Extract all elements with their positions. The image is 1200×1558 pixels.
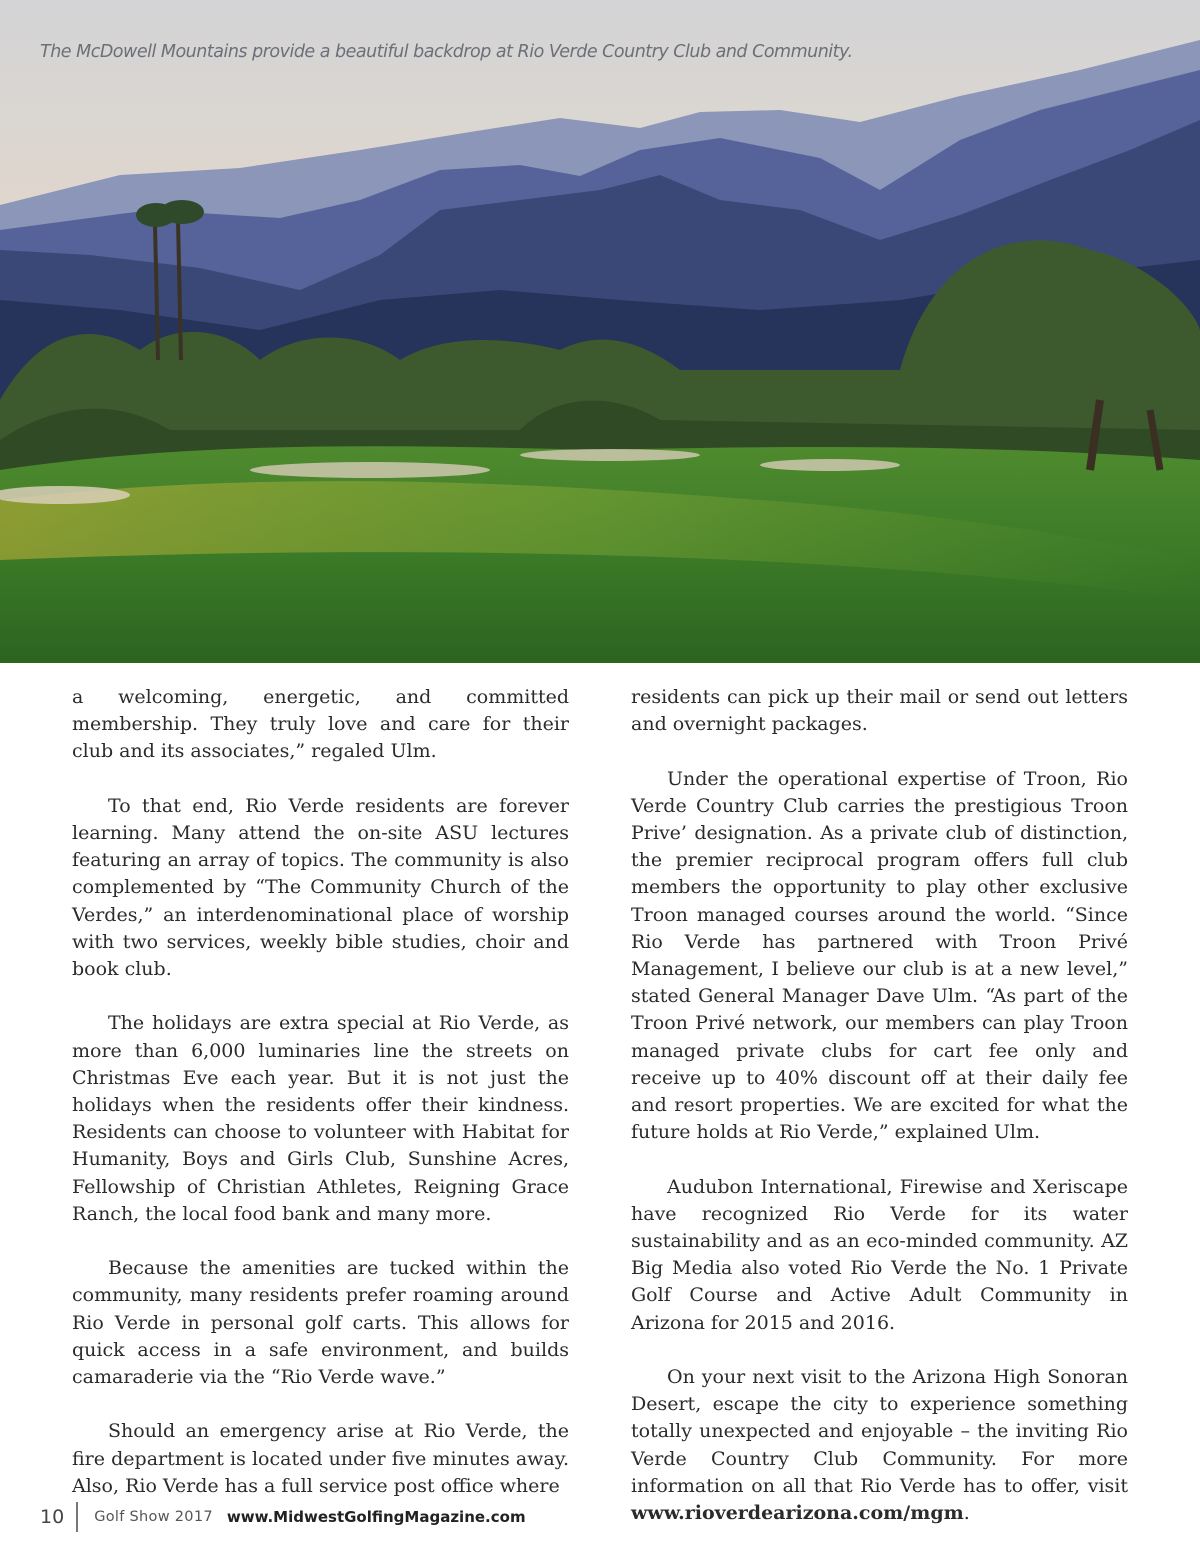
paragraph: Because the amenities are tucked within the community, many residents prefer roaming around Rio Verde in personal golf carts. This allows for quick access in a safe environment, and builds camaraderie via the “Rio Verde wave.” (72, 1257, 569, 1389)
page-footer (40, 1500, 526, 1534)
paragraph: Audubon International, Firewise and Xeriscape have recognized Rio Verde for its water sustainability and as an eco-minded community. AZ Big Media also voted Rio Verde the No. 1 Private Golf Course and Active Adult Community in Arizona for 2015 and 2016. (631, 1175, 1128, 1334)
paragraph-closing (631, 1364, 1128, 1527)
paragraph-end: . (963, 1502, 970, 1525)
left-column (72, 684, 569, 1500)
paragraph: The holidays are extra special at Rio Verde, as more than 6,000 luminaries line the streets on Christmas Eve each year. But it is not just the holidays when the residents offer their kindness. Residents can choose to volunteer with Habitat for Humanity, Boys and Girls Club, Sunshine Acres, Fellowship of Christian Athletes, Reigning Grace Ranch, the local food bank and many more. (72, 1012, 569, 1225)
page-number: 10 (40, 1506, 65, 1528)
website-link[interactable]: www.rioverdearizona.com/mgm (631, 1502, 964, 1525)
hero-photo (0, 0, 1200, 663)
photo-caption: The McDowell Mountains provide a beautiful backdrop at Rio Verde Country Club and Community. (40, 42, 853, 62)
magazine-website: www.MidwestGolfingMagazine.com (226, 1508, 526, 1526)
paragraph: a welcoming, energetic, and committed membership. They truly love and care for their club and its associates,” regaled Ulm. (72, 686, 569, 763)
paragraph-text: On your next visit to the Arizona High Sonoran Desert, escape the city to experience something totally unexpected and enjoyable – the inviting Rio Verde Country Club Community. For more information on all that Rio Verde has to offer, visit (631, 1366, 1128, 1497)
golf-course-landscape (0, 0, 1200, 663)
issue-label: Golf Show 2017 (94, 1509, 213, 1525)
paragraph: To that end, Rio Verde residents are forever learning. Many attend the on-site ASU lectures featuring an array of topics. The community is also complemented by “The Community Church of the Verdes,” an interdenominational place of worship with two services, weekly bible studies, choir and book club. (72, 794, 569, 981)
right-column (631, 684, 1128, 1527)
paragraph: Should an emergency arise at Rio Verde, the fire department is located under five minutes away. Also, Rio Verde has a full service post office where (72, 1420, 569, 1497)
footer-divider (76, 1502, 78, 1532)
paragraph: Under the operational expertise of Troon, Rio Verde Country Club carries the prestigious Troon Prive’ designation. As a private club of distinction, the premier reciprocal program offers full club members the opportunity to play other exclusive Troon managed courses around the world. “Since Rio Verde has partnered with Troon Privé Management, I believe our club is at a new level,” stated General Manager Dave Ulm. “As part of the Troon Privé network, our members can play Troon managed private clubs for cart fee only and receive up to 40% discount off at their daily fee and resort properties. We are excited for what the future holds at Rio Verde,” explained Ulm. (631, 767, 1128, 1144)
paragraph: residents can pick up their mail or send out letters and overnight packages. (631, 686, 1128, 736)
